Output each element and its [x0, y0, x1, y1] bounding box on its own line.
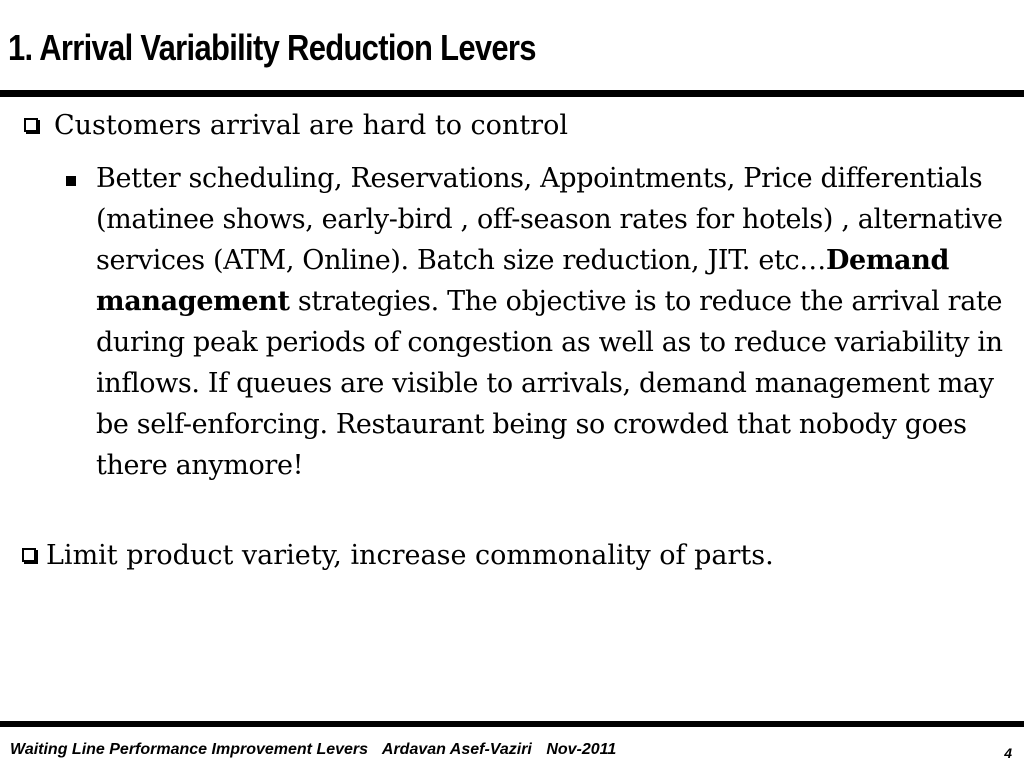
footer-course: Waiting Line Performance Improvement Levers — [10, 741, 369, 758]
footer — [10, 741, 626, 759]
hollow-square-bullet-icon — [24, 118, 38, 132]
slide-title: 1. Arrival Variability Reduction Levers — [8, 27, 536, 68]
bullet-1-text: Customers arrival are hard to control — [54, 110, 568, 141]
filled-square-bullet-icon — [66, 176, 76, 186]
footer-date: Nov-2011 — [546, 741, 617, 758]
footer-divider — [0, 721, 1024, 727]
bullet-1-sub-text-part2: strategies. The objective is to reduce the arrival rate during peak periods of congestion as well as to reduce variability in inflows. If queues are visible to arrivals, demand management may be self-enforcing. Restaurant being so crowded that nobody goes there anymore! — [96, 286, 1003, 481]
page-number: 4 — [1004, 745, 1012, 761]
bullet-2-text: Limit product variety, increase commonality of parts. — [46, 540, 774, 571]
title-divider — [0, 90, 1024, 97]
bullet-1-sub-text-bold: Demand management — [96, 245, 950, 317]
bullet-1-sub-text-part1: Better scheduling, Reservations, Appointments, Price differentials (matinee shows, early-bird , off-season rates for hotels) , alternative services (ATM, Online). Batch size reduction, JIT. etc… — [96, 163, 1003, 276]
bullet-1-sub-text — [96, 158, 1011, 486]
hollow-square-bullet-icon — [22, 548, 36, 562]
footer-author: Ardavan Asef-Vaziri — [381, 741, 532, 758]
